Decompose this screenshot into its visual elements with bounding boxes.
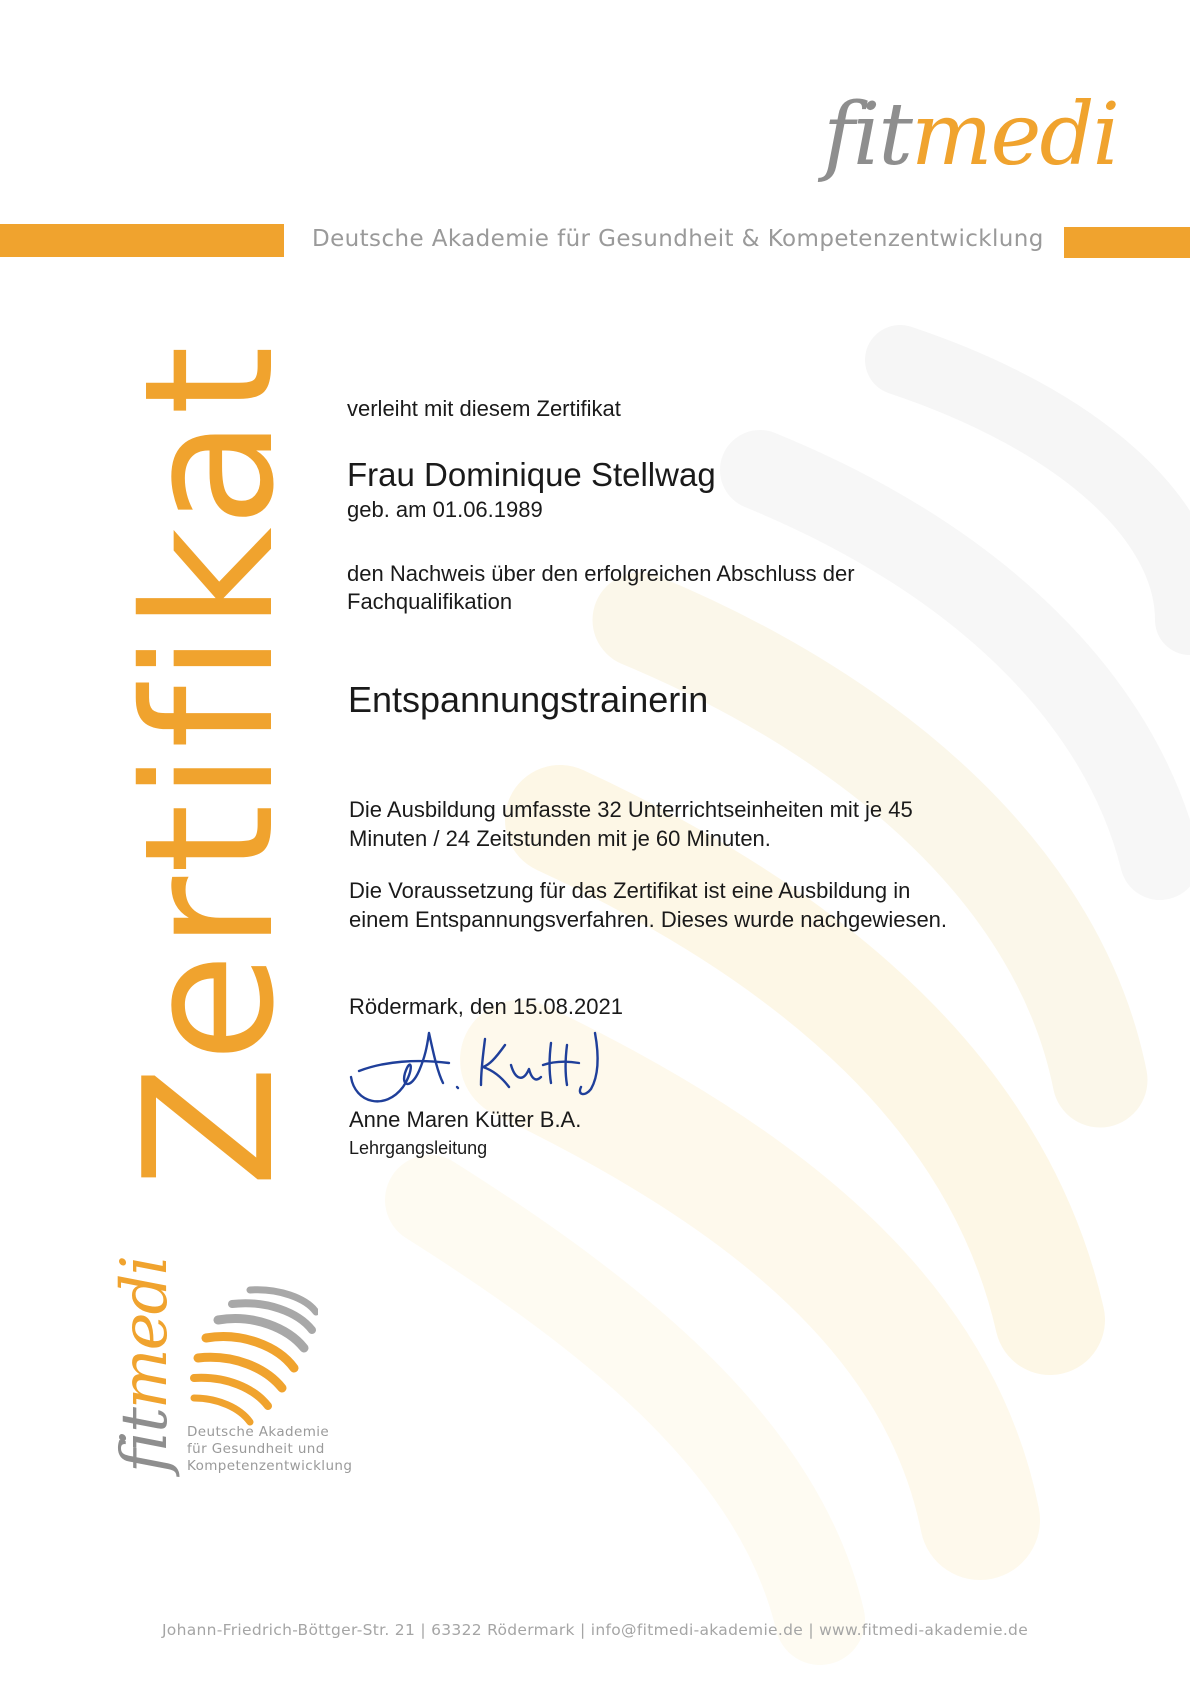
- logo-caption-line3: Kompetenzentwicklung: [187, 1458, 353, 1474]
- prerequisite-line2: einem Entspannungsverfahren. Dieses wurde nachgewiesen.: [349, 907, 948, 932]
- intro-text: verleiht mit diesem Zertifikat: [347, 396, 621, 421]
- logo-caption-line2: für Gesundheit und: [187, 1441, 325, 1457]
- training-scope-line2: Minuten / 24 Zeitstunden mit je 60 Minuten.: [349, 826, 771, 851]
- recipient-name: Frau Dominique Stellwag: [347, 456, 716, 493]
- footer-contact: Johann-Friedrich-Böttger-Str. 21 | 63322 Rödermark | info@fitmedi-akademie.de | www.fitmedi-akademie.de: [161, 1621, 1029, 1639]
- place-and-date: Rödermark, den 15.08.2021: [349, 994, 623, 1019]
- logo-medi-text: medi: [108, 1257, 182, 1410]
- brand-logo-header: [823, 85, 1118, 185]
- training-scope-line1: Die Ausbildung umfasste 32 Unterrichtseinheiten mit je 45: [349, 797, 913, 822]
- signer-role: Lehrgangsleitung: [349, 1138, 488, 1158]
- brand-medi-text: medi: [911, 85, 1118, 185]
- logo-swirl-icon: [188, 1282, 318, 1432]
- header-accent-bar-right: [1064, 227, 1190, 258]
- header-accent-bar-left: [0, 224, 284, 257]
- logo-caption: [187, 1424, 352, 1475]
- logo-fit-text: fit: [108, 1409, 182, 1473]
- footer-logo-wordmark: [108, 1257, 182, 1473]
- signer-name: Anne Maren Kütter B.A.: [349, 1107, 582, 1132]
- qualification-title: Entspannungstrainerin: [348, 679, 709, 720]
- prerequisite-line1: Die Voraussetzung für das Zertifikat ist eine Ausbildung in: [349, 878, 911, 903]
- proof-text-line2: Fachqualifikation: [347, 589, 513, 614]
- handwritten-signature: [345, 1025, 625, 1115]
- proof-text-line1: den Nachweis über den erfolgreichen Abschluss der: [347, 561, 855, 586]
- brand-fit-text: fit: [823, 85, 911, 185]
- birth-date: geb. am 01.06.1989: [347, 497, 543, 522]
- logo-caption-line1: Deutsche Akademie: [187, 1424, 330, 1440]
- header-tagline: Deutsche Akademie für Gesundheit & Kompetenzentwicklung: [312, 226, 1044, 252]
- vertical-title: Zertifikat: [106, 342, 313, 1188]
